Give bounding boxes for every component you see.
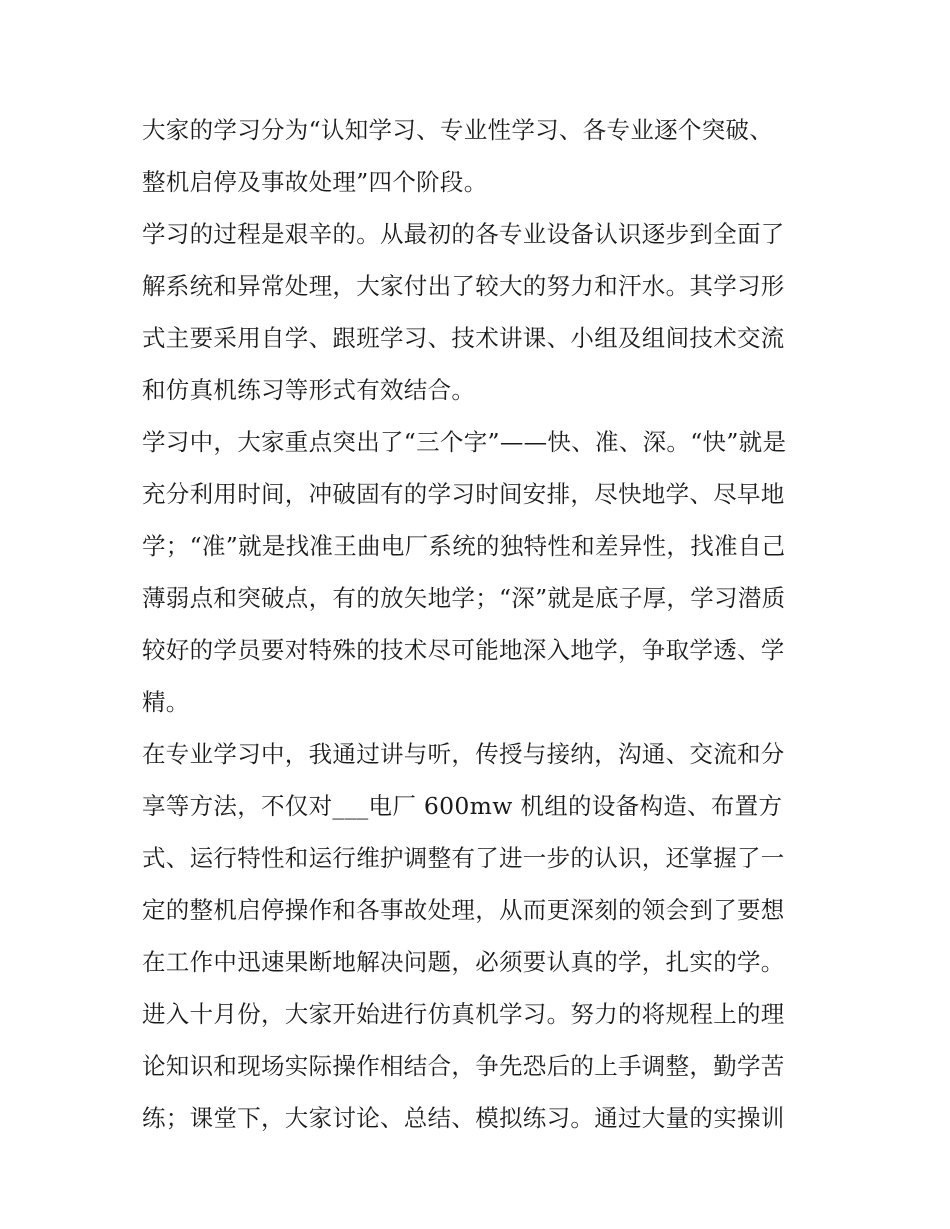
text-line: 整机启停及事故处理”四个阶段。 [142, 168, 488, 196]
text-line: 在专业学习中，我通过讲与听，传授与接纳，沟通、交流和分 [142, 740, 785, 768]
text-line: 学；“准”就是找准王曲电厂系统的独特性和差异性，找准自己 [142, 532, 786, 560]
text-line: 定的整机启停操作和各事故处理，从而更深刻的领会到了要想 [142, 896, 785, 924]
text-line: 式主要采用自学、跟班学习、技术讲课、小组及组间技术交流 [142, 324, 785, 352]
text-line: 学习中，大家重点突出了“三个字”——快、准、深。“快”就是 [142, 428, 787, 456]
text-line: 大家的学习分为“认知学习、专业性学习、各专业逐个突破、 [142, 116, 774, 144]
text-line: 和仿真机练习等形式有效结合。 [142, 376, 476, 404]
text-line: 较好的学员要对特殊的技术尽可能地深入地学，争取学透、学 [142, 636, 785, 664]
text-line: 享等方法，不仅对___电厂 600mw 机组的设备构造、布置方 [142, 792, 783, 820]
text-line: 式、运行特性和运行维护调整有了进一步的认识，还掌握了一 [142, 844, 785, 872]
text-line: 学习的过程是艰辛的。从最初的各专业设备认识逐步到全面了 [142, 220, 785, 248]
text-line: 精。 [142, 688, 190, 716]
text-line: 薄弱点和突破点，有的放矢地学；“深”就是底子厚，学习潜质 [142, 584, 786, 612]
text-line: 在工作中迅速果断地解决问题，必须要认真的学，扎实的学。 [142, 948, 785, 976]
text-line: 解系统和异常处理，大家付出了较大的努力和汗水。其学习形 [142, 272, 785, 300]
text-line: 论知识和现场实际操作相结合，争先恐后的上手调整，勤学苦 [142, 1052, 785, 1080]
body-text [142, 104, 822, 1144]
text-line: 进入十月份，大家开始进行仿真机学习。努力的将规程上的理 [142, 1000, 785, 1028]
text-line: 练；课堂下，大家讨论、总结、模拟练习。通过大量的实操训 [142, 1104, 785, 1132]
text-line: 充分利用时间，冲破固有的学习时间安排，尽快地学、尽早地 [142, 480, 785, 508]
